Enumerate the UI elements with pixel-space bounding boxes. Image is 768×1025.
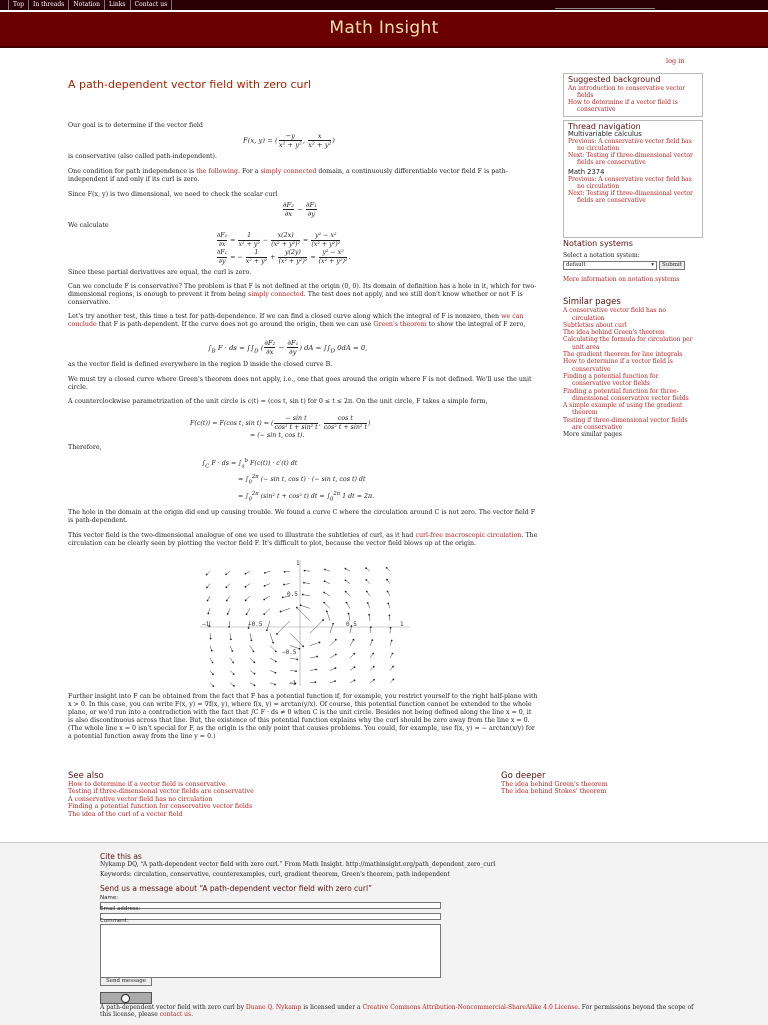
vector-arrow [264, 608, 270, 614]
vector-arrow-head [389, 615, 391, 617]
nav-links[interactable]: Links [104, 0, 129, 10]
vector-arrow-head [211, 650, 213, 652]
y-tick-neg1: −1 [289, 680, 297, 687]
vector-arrow-head [373, 666, 375, 668]
vector-arrow [297, 608, 310, 621]
vector-arrow-head [386, 579, 388, 581]
notation-section [563, 240, 693, 283]
vector-arrow-head [346, 602, 348, 604]
vector-arrow [350, 640, 353, 646]
email-input[interactable] [100, 913, 441, 920]
vector-arrow-head [254, 673, 256, 675]
vector-arrow-head [334, 680, 336, 682]
similar-heading: Similar pages [563, 297, 621, 307]
vector-arrow-head [302, 594, 304, 596]
vector-arrow-head [345, 579, 347, 581]
vector-arrow [290, 658, 297, 659]
vector-arrow [277, 621, 290, 634]
thread-navigation-box [563, 120, 703, 238]
vector-arrow-head [304, 570, 306, 572]
equation-field: F(x, y) = ( $\frac{-y}{\text{x² + y²}}$ , $\frac{x}{\text{x² + y²}}$ ) [243, 132, 335, 149]
vector-arrow [369, 615, 370, 621]
vector-arrow [281, 608, 290, 611]
paragraph: Since these partial derivatives are equal, the curl is zero. [68, 269, 252, 276]
vector-arrow-head [230, 638, 232, 640]
greens-theorem-link[interactable]: Green's theorem [373, 321, 427, 328]
y-tick-1: 1 [296, 560, 300, 567]
vector-arrow-head [276, 633, 278, 635]
vector-arrow [230, 633, 231, 639]
vector-arrow [346, 592, 350, 596]
see-also-list [68, 781, 268, 818]
vector-arrow [330, 655, 336, 658]
paragraph [68, 532, 538, 548]
vector-arrow-head [371, 639, 373, 641]
vector-arrow-head [303, 582, 305, 584]
similar-item[interactable]: Finding a potential function for conservative vector fields [563, 372, 659, 388]
see-also-item[interactable]: Finding a potential function for conservative vector fields [68, 803, 253, 811]
vector-arrow-head [386, 567, 388, 569]
x-tick-neg1: −1 [202, 621, 210, 628]
vector-arrow-head [366, 591, 368, 593]
vector-arrow-head [207, 600, 209, 602]
see-also-item[interactable]: A conservative vector field has no circulation [68, 795, 213, 803]
text: to show the integral of F zero, [426, 321, 526, 328]
paragraph [68, 313, 538, 329]
similar-item[interactable]: Testing if three-dimensional vector fields are conservative [563, 416, 688, 432]
notation-info-link[interactable]: More information on notation systems [563, 275, 680, 283]
message-heading: Send us a message about “A path-dependent vector field with zero curl” [100, 884, 372, 893]
comment-label: Comment: [100, 918, 129, 924]
similar-item[interactable]: Finding a potential function for three-dimensional conservative vector fields [563, 387, 689, 402]
vector-arrow-head [335, 639, 337, 641]
vector-arrow-head [245, 573, 247, 575]
suggested-item[interactable]: How to determine if a vector field is conservative [568, 99, 678, 113]
vector-arrow-head [228, 626, 230, 628]
vector-arrow-head [283, 584, 285, 586]
text: A path-dependent vector field with zero curl by [100, 1004, 246, 1011]
text: . For permissions beyond the scope of this license, please [100, 1004, 694, 1018]
site-brand[interactable]: Math Insight [329, 18, 439, 38]
text: . The test does not apply, and we still don't know whether or not F is conservative. [68, 291, 523, 306]
vector-arrow-head [302, 645, 304, 647]
vector-arrow-head [314, 681, 316, 683]
vector-arrow-head [354, 679, 356, 681]
thread-prev-link[interactable]: Previous: A conservative vector field has no circulation [568, 176, 692, 190]
we-can-conclude-link[interactable]: we can conclude [68, 313, 524, 328]
equation-scalar-curl: $\frac{\text{∂F₂}}{\partial x}$ − $\frac{\text{∂F₁}}{\partial y}$ [283, 201, 317, 218]
see-also-item[interactable]: Testing if three-dimensional vector fields are conservative [68, 788, 254, 796]
vector-arrow [310, 657, 317, 658]
vector-arrow [290, 670, 296, 671]
vector-arrow-head [296, 659, 298, 661]
vector-arrow [270, 646, 276, 652]
vector-arrow [310, 642, 319, 645]
vector-arrow-head [266, 629, 268, 631]
paragraph [68, 283, 538, 307]
vector-arrow-head [264, 572, 266, 574]
paragraph: We must try a closed curve where Green's theorem does not apply, i.e., one that goes around the origin where F is not defined. We'll use the unit circle. [68, 376, 532, 391]
text: This vector field is the two-dimensional analogue of one we used to illustrate the subtleties of curl, as it had [68, 532, 416, 539]
vector-arrow-head [323, 592, 325, 594]
cc-license-badge[interactable] [100, 992, 152, 1004]
vector-arrow-head [319, 642, 321, 644]
see-also-item[interactable]: How to determine if a vector field is conservative [68, 781, 226, 788]
x-tick-neg05: −0.5 [248, 621, 263, 628]
go-deeper-item[interactable]: The idea behind Green's theorem [501, 781, 608, 788]
text: domain, a continuously differentiable vector field F is path-independent if and only if its curl is zero. [68, 168, 508, 183]
vector-arrow-head [348, 613, 350, 615]
thread-heading: Thread navigation [568, 122, 641, 131]
thread-next-link[interactable]: Next: Testing if three-dimensional vector fields are conservative [568, 190, 693, 204]
vector-arrow-head [392, 679, 394, 681]
vector-arrow [284, 584, 290, 585]
vector-arrow-head [212, 685, 214, 687]
vector-arrow-head [206, 574, 208, 576]
vector-arrow-head [345, 568, 347, 570]
vector-arrow-head [233, 673, 235, 675]
vector-arrow-head [207, 613, 209, 615]
paragraph: Our goal is to determine if the vector field [68, 122, 203, 129]
vector-arrow-head [354, 666, 356, 668]
vector-arrow-head [210, 638, 212, 640]
vector-arrow-head [372, 653, 374, 655]
page-title: A path-dependent vector field with zero curl [68, 78, 312, 91]
vector-arrow [310, 620, 323, 633]
vector-arrow-head [345, 591, 347, 593]
top-nav [8, 0, 172, 10]
go-deeper-list [501, 781, 651, 796]
email-label: Email address: [100, 906, 141, 912]
vector-arrow-head [368, 614, 370, 616]
vector-arrow-head [387, 602, 389, 604]
vector-arrow-head [231, 650, 233, 652]
vector-arrow-head [245, 599, 247, 601]
vector-arrow-head [225, 573, 227, 575]
paragraph: A counterclockwise parametrization of the unit circle is c(t) = (cos t, sin t) for 0 ≤ t ≤ 2π. On the unit circle, F takes a simple form, [68, 398, 488, 405]
vector-arrow-head [353, 653, 355, 655]
suggested-item[interactable]: An introduction to conservative vector fields [568, 85, 686, 99]
vector-arrow [370, 627, 371, 633]
name-input[interactable] [100, 902, 441, 909]
contact-link[interactable]: contact us [159, 1011, 192, 1018]
text: Let's try another test, this time a test for path-dependence. If we can find a closed curve along which the integral of F is nonzero, then [68, 313, 502, 320]
vector-arrow-head [274, 684, 276, 686]
vector-arrow-head [275, 672, 277, 674]
thread-prev-link[interactable]: Previous: A conservative vector field has no circulation [568, 138, 692, 152]
go-deeper-heading: Go deeper [501, 771, 546, 781]
vector-arrow-head [295, 670, 297, 672]
thread-name: Math 2374 [568, 168, 605, 176]
vector-arrow [250, 658, 254, 662]
vector-arrow-head [245, 586, 247, 588]
vector-arrow [290, 633, 303, 646]
vector-arrow [304, 583, 310, 584]
vector-arrow-head [275, 650, 277, 652]
nav-notation[interactable]: Notation [68, 0, 104, 10]
similar-item[interactable]: How to determine if a vector field is conservative [563, 358, 673, 373]
paragraph: Therefore, [68, 444, 102, 451]
x-tick-1: 1 [400, 621, 404, 628]
vector-arrow [310, 670, 316, 671]
following-link[interactable]: the following [196, 168, 238, 175]
vector-arrow-head [253, 651, 255, 653]
equation-unit-circle: F(c(t)) = F(cos t, sin t) = ( $\frac{\text{− sin t}}{\text{cos² t + sin² t}}$ , $\frac{\text{cos t}}{\text{cos² t + sin² t}}$ ) = (− sin t, cos t). [190, 415, 371, 439]
equation-circulation: $\int_C$ F · ds = $\int_a^b$ F(c(t)) · c′(t) dt = $\int_0^{2\pi}$ (− sin t, cos t) · (− sin t, cos t) dt = $\int_0^{2\pi}$ (sin² t + cos² t) dt = $\int_0^{2\pi}$ 1 dt = 2π. [202, 458, 375, 503]
equation-partials: $\frac{\text{∂F₂}}{\partial x}$ = $\frac{1}{\text{x² + y²}}$ − $\frac{x(2x)}{\text{(x² + y²)²}}$ = $\frac{\text{y² − x²}}{\text{(x² + y²)²}}$ $\frac{\text{∂F₁}}{\partial y}$ = − $\frac{1}{\text{x² + y²}}$ + $\frac{y(2y)}{\text{(x² + y²)²}}$ = $\frac{\text{y² − x²}}{\text{(x² + y²)²}}$ . [217, 232, 351, 265]
vector-arrow-head [282, 597, 284, 599]
nav-in-threads[interactable]: In threads [28, 0, 68, 10]
vector-arrow [247, 608, 250, 614]
vector-arrow [324, 603, 330, 609]
vector-arrow-head [280, 611, 282, 613]
similar-item[interactable]: The gradient theorem for line integrals [563, 351, 683, 359]
vector-arrow [264, 596, 270, 599]
vector-arrow-head [263, 599, 265, 601]
thread-name: Multivariable calculus [568, 130, 642, 138]
x-tick-05: 0.5 [346, 621, 357, 628]
vector-arrow [350, 654, 354, 658]
chevron-down-icon: ▾ [651, 261, 654, 268]
vector-arrow-head [353, 639, 355, 641]
paragraph [68, 168, 538, 184]
vector-arrow-head [316, 656, 318, 658]
vector-arrow-head [296, 607, 298, 609]
vector-arrow-head [324, 569, 326, 571]
vector-arrow-head [392, 653, 394, 655]
vector-arrow-head [300, 604, 302, 606]
vector-arrow [246, 596, 250, 600]
vector-arrow-head [253, 661, 255, 663]
vector-arrow-head [212, 662, 214, 664]
paragraph: The hole in the domain at the origin did end up causing trouble. We found a curve C where the circulation around C is not zero. The vector field F is path-dependent. [68, 509, 536, 524]
vector-arrow [229, 621, 230, 627]
text: One condition for path independence is [68, 168, 197, 175]
vector-arrow-head [227, 613, 229, 615]
vector-arrow-head [324, 580, 326, 582]
suggested-background-box [563, 73, 703, 117]
paragraph: Further insight into F can be obtained from the fact that F has a potential function if, for example, you restrict yourself to the right half-plane with x > 0. In this case, you can write F(x, y) = ∇f(x, y), where f(x, y) = arctan(y/x). Of course, this potential function cannot be extended to the whole plane, or we'd run into a contradiction with the fact that ∫C F · ds ≠ 0 when C is the unit circle. Besides not being defined along the line x = 0, it is also discontinuous across that line. But, the existence of this potential function explains why the curl should be zero away from the line x = 0. (The whole line x = 0 isn't special for F, as the origin is the only point that causes problems. You could, for example, use f(x, y) = − arctan(x/y) for a potential function away from the line y = 0.) [68, 693, 538, 740]
vector-arrow-head [322, 619, 324, 621]
vector-arrow [250, 633, 251, 640]
vector-arrow-head [367, 602, 369, 604]
vector-arrow [250, 646, 253, 652]
paragraph: Since F(x, y) is two dimensional, we need to check the scalar curl [68, 191, 278, 198]
vector-arrow-head [391, 640, 393, 642]
notation-select-value: default [566, 261, 586, 268]
vector-field-plot [200, 556, 410, 690]
vector-arrow [349, 614, 350, 621]
vector-arrow-head [370, 626, 372, 628]
text: is licensed under a [301, 1004, 363, 1011]
similar-item[interactable]: The idea behind Green's theorem [563, 329, 665, 337]
vector-arrow [324, 593, 330, 596]
more-similar-link[interactable]: More similar pages [563, 431, 622, 439]
login-link[interactable]: log in [666, 57, 685, 65]
vector-arrow-head [212, 673, 214, 675]
send-message-button[interactable]: Send message [100, 977, 152, 986]
vector-arrow-head [264, 585, 266, 587]
vector-arrow-head [365, 579, 367, 581]
paragraph: We calculate [68, 222, 109, 229]
vector-arrow-head [246, 613, 248, 615]
cite-text: Nykamp DQ, “A path-dependent vector field with zero curl.” From Math Insight. http://mathinsight.org/path_dependent_zero_curl [100, 861, 496, 868]
vector-arrow-head [272, 642, 274, 644]
vector-arrow [267, 621, 270, 630]
nav-top[interactable]: Top [8, 0, 28, 10]
notation-heading: Notation systems [563, 239, 633, 248]
vector-arrow-head [323, 602, 325, 604]
see-also-item[interactable]: The idea of the curl of a vector field [68, 810, 183, 818]
vector-arrow-head [299, 648, 301, 650]
vector-arrow [270, 633, 273, 642]
vector-arrow-head [392, 666, 394, 668]
text: that F is path-dependent. If the curve does not go around the origin, then we can use [96, 321, 374, 328]
cc-license-link[interactable]: Creative Commons Attribution-Noncommercial-ShareAlike 4.0 License [362, 1004, 578, 1011]
vector-arrow-head [332, 623, 334, 625]
vector-arrow-head [225, 586, 227, 588]
notation-label: Select a notation system: [563, 252, 640, 260]
vector-arrow-head [251, 639, 253, 641]
notation-select[interactable] [563, 261, 657, 270]
paragraph: is conservative (also called path-independent). [68, 153, 217, 160]
vector-arrow-head [226, 600, 228, 602]
go-deeper-item[interactable]: The idea behind Stokes' theorem [501, 788, 607, 796]
similar-item[interactable]: A simple example of using the gradient theorem [563, 402, 683, 417]
similar-pages-section [563, 299, 693, 439]
text: . The circulation can be clearly seen by plotting the vector field F. It's difficult to plot, because the vector field blows up at the origin. [68, 532, 538, 547]
text: Can we conclude F is conservative? The problem is that F is not defined at the origin (0, 0). Its domain of definition has a hole in it, which for two-dimensional regions, is enough to prevent it from being [68, 283, 537, 298]
search-line[interactable] [555, 8, 655, 9]
thread-next-link[interactable]: Next: Testing if three-dimensional vector fields are conservative [568, 152, 693, 166]
curl-free-circulation-link[interactable]: curl-free macroscopic circulation [415, 532, 522, 539]
vector-arrow [327, 611, 330, 620]
y-tick-05: 0.5 [287, 591, 298, 598]
vector-arrow-head [335, 654, 337, 656]
keywords-text: Keywords: circulation, conservative, counterexamples, curl, gradient theorem, Green's theorem, path independent [100, 871, 450, 878]
vector-arrow [270, 658, 276, 661]
comment-textarea[interactable] [100, 924, 441, 978]
vector-arrow-head [263, 613, 265, 615]
author-link[interactable]: Duane Q. Nykamp [245, 1004, 302, 1011]
vector-arrow [347, 603, 350, 609]
notation-submit-button[interactable]: Submit [659, 261, 685, 270]
vector-arrow [330, 624, 333, 633]
cc-icon [121, 994, 130, 1003]
simply-connected-link-2[interactable]: simply connected [247, 291, 304, 298]
vector-arrow-head [387, 591, 389, 593]
vector-arrow-head [284, 571, 286, 573]
similar-item[interactable]: A conservative vector field has no circulation [563, 307, 666, 322]
vector-arrow-head [233, 685, 235, 687]
vector-arrow-head [206, 587, 208, 589]
vector-arrow [301, 605, 310, 608]
nav-contact-us[interactable]: Contact us [130, 0, 173, 10]
text: . [191, 1011, 194, 1018]
see-also-heading: See also [68, 771, 104, 781]
y-tick-neg05: −0.5 [282, 649, 297, 656]
vector-arrow-head [373, 679, 375, 681]
vector-arrow [330, 640, 336, 646]
name-label: Name: [100, 895, 119, 901]
vector-arrow-head [365, 567, 367, 569]
vector-arrow-head [275, 661, 277, 663]
vector-arrow-head [315, 669, 317, 671]
vector-arrow-head [335, 667, 337, 669]
equation-greens: $\int_B$ F · ds = $\int\int_D$ ( $\frac{\text{∂F₂}}{\partial x}$ − $\frac{\text{∂F₁}}{\partial y}$ ) dA = $\int\int_D$ 0dA = 0, [208, 339, 368, 356]
cite-heading: Cite this as [100, 852, 142, 861]
vector-arrow-head [390, 627, 392, 629]
paragraph: as the vector field is defined everywhere in the region D inside the closed curve B. [68, 361, 333, 368]
suggested-heading: Suggested background [568, 75, 661, 84]
similar-item[interactable]: Calculating the formula for circulation per unit area [563, 336, 693, 351]
text: . For a [237, 168, 261, 175]
similar-item[interactable]: Subtleties about curl [563, 321, 627, 329]
simply-connected-link[interactable]: simply connected [260, 168, 317, 175]
vector-arrow-head [254, 684, 256, 686]
vector-arrow [303, 595, 310, 596]
vector-arrow-head [232, 662, 234, 664]
license-text [100, 1004, 700, 1018]
vector-arrow-head [326, 610, 328, 612]
